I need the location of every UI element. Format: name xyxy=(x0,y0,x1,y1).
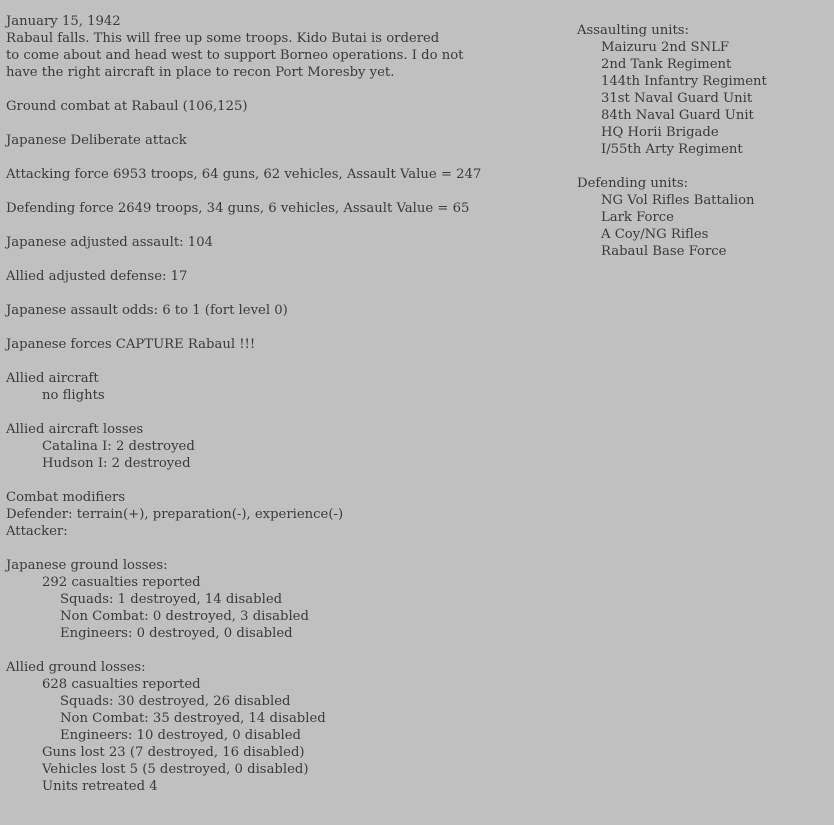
defending-unit: Rabaul Base Force xyxy=(601,244,727,259)
japanese-casualties: 292 casualties reported xyxy=(42,575,201,590)
allied-adjusted-defense: Allied adjusted defense: 17 xyxy=(6,269,188,284)
defending-unit: NG Vol Rifles Battalion xyxy=(601,193,755,208)
assaulting-unit: 31st Naval Guard Unit xyxy=(601,91,753,106)
assaulting-unit: Maizuru 2nd SNLF xyxy=(601,40,730,55)
assaulting-unit: I/55th Arty Regiment xyxy=(601,142,743,157)
defending-force: Defending force 2649 troops, 34 guns, 6 vehicles, Assault Value = 65 xyxy=(6,201,470,216)
japanese-loss-detail: Non Combat: 0 destroyed, 3 disabled xyxy=(60,609,309,624)
allied-losses-title: Allied ground losses: xyxy=(6,660,146,675)
japanese-losses-title: Japanese ground losses: xyxy=(6,558,168,573)
allied-aircraft-title: Allied aircraft xyxy=(6,371,99,386)
attacker-modifiers: Attacker: xyxy=(6,524,68,539)
capture-message: Japanese forces CAPTURE Rabaul !!! xyxy=(6,337,256,352)
defending-units-title: Defending units: xyxy=(577,176,689,191)
allied-loss-detail: Squads: 30 destroyed, 26 disabled xyxy=(60,694,291,709)
japanese-adjusted-assault: Japanese adjusted assault: 104 xyxy=(6,235,213,250)
allied-other-loss: Units retreated 4 xyxy=(42,779,158,794)
allied-other-loss: Vehicles lost 5 (5 destroyed, 0 disabled) xyxy=(42,762,309,777)
allied-casualties: 628 casualties reported xyxy=(42,677,201,692)
assaulting-unit: 144th Infantry Regiment xyxy=(601,74,767,89)
aircraft-loss-item: Hudson I: 2 destroyed xyxy=(42,456,191,471)
intro-line: have the right aircraft in place to recon Port Moresby yet. xyxy=(6,65,395,80)
defending-unit: A Coy/NG Rifles xyxy=(601,227,709,242)
allied-aircraft-value: no flights xyxy=(42,388,105,403)
allied-aircraft-losses-title: Allied aircraft losses xyxy=(6,422,144,437)
allied-other-loss: Guns lost 23 (7 destroyed, 16 disabled) xyxy=(42,745,305,760)
attack-type: Japanese Deliberate attack xyxy=(6,133,187,148)
assaulting-units-title: Assaulting units: xyxy=(577,23,689,38)
assault-odds: Japanese assault odds: 6 to 1 (fort level 0) xyxy=(6,303,288,318)
units-list xyxy=(577,22,827,260)
ground-combat-title: Ground combat at Rabaul (106,125) xyxy=(6,99,248,114)
intro-line: Rabaul falls. This will free up some troops. Kido Butai is ordered xyxy=(6,31,440,46)
assaulting-unit: HQ Horii Brigade xyxy=(601,125,719,140)
defending-unit: Lark Force xyxy=(601,210,674,225)
report-date: January 15, 1942 xyxy=(6,14,121,29)
combat-modifiers-title: Combat modifiers xyxy=(6,490,126,505)
allied-loss-detail: Non Combat: 35 destroyed, 14 disabled xyxy=(60,711,326,726)
intro-line: to come about and head west to support Borneo operations. I do not xyxy=(6,48,464,63)
japanese-loss-detail: Squads: 1 destroyed, 14 disabled xyxy=(60,592,283,607)
attacking-force: Attacking force 6953 troops, 64 guns, 62 vehicles, Assault Value = 247 xyxy=(6,167,482,182)
combat-report-text xyxy=(6,13,566,795)
allied-loss-detail: Engineers: 10 destroyed, 0 disabled xyxy=(60,728,301,743)
defender-modifiers: Defender: terrain(+), preparation(-), experience(-) xyxy=(6,507,344,522)
assaulting-unit: 84th Naval Guard Unit xyxy=(601,108,754,123)
assaulting-unit: 2nd Tank Regiment xyxy=(601,57,732,72)
aircraft-loss-item: Catalina I: 2 destroyed xyxy=(42,439,195,454)
japanese-loss-detail: Engineers: 0 destroyed, 0 disabled xyxy=(60,626,293,641)
